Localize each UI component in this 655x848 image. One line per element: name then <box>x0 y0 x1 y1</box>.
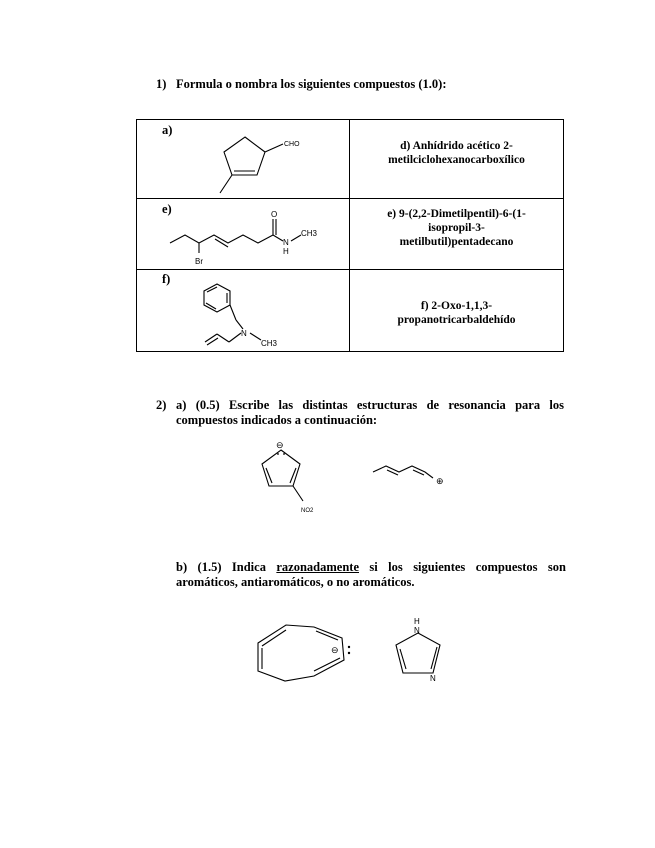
structure-e <box>137 199 349 270</box>
question-1-number: 1) <box>156 77 167 91</box>
label-a: a) <box>162 123 173 137</box>
name-d: d) Anhídrido acético 2-metilciclohexanocarboxílico <box>388 140 525 166</box>
question-2-number: 2) <box>156 398 167 412</box>
question-2b-text <box>176 560 566 590</box>
minus-charge: ⊖ <box>331 645 339 655</box>
group-ch3: CH3 <box>301 229 318 238</box>
cell-e <box>137 199 350 270</box>
table-row <box>137 199 564 270</box>
atom-br: Br <box>195 257 203 266</box>
structure-a <box>137 120 349 199</box>
group-ch3: CH3 <box>261 339 278 348</box>
cell-d <box>350 120 564 199</box>
compounds-table <box>136 119 564 352</box>
q2b-pre: b) (1.5) Indica <box>176 560 277 574</box>
atom-n: N <box>430 674 436 683</box>
q2b-underlined: razonadamente <box>276 560 359 574</box>
cell-f-name <box>350 270 564 352</box>
atom-n: N <box>241 329 247 338</box>
q2b-post: si los siguientes compuestos son aromáticos, antiaromáticos, o no aromáticos. <box>176 560 566 589</box>
label-f: f) <box>162 272 171 286</box>
atom-n: N <box>283 238 289 247</box>
name-f: f) 2-Oxo-1,1,3-propanotricarbaldehído <box>397 300 516 326</box>
table-row <box>137 120 564 199</box>
atom-n: N <box>414 626 420 635</box>
minus-charge: ⊖ <box>276 440 284 450</box>
substituent-cho: CHO <box>284 141 300 148</box>
label-e: e) <box>162 202 172 216</box>
cell-a <box>137 120 350 199</box>
question-2a-text: a) (0.5) Escribe las distintas estructuras de resonancia para los compuestos indicados a continuación: <box>176 398 564 427</box>
table-row <box>137 270 564 352</box>
group-no2: NO2 <box>301 508 314 514</box>
resonance-structures <box>0 436 655 526</box>
atom-h: H <box>283 247 289 256</box>
cell-e-name <box>350 199 564 270</box>
plus-charge: ⊕ <box>436 476 444 486</box>
structure-f <box>137 270 349 352</box>
name-e: e) 9-(2,2-Dimetilpentil)-6-(1-isopropil-3-metilbutil)pentadecano <box>387 208 526 248</box>
question-1-text: Formula o nombra los siguientes compuestos (1.0): <box>176 77 447 91</box>
atom-o: O <box>271 210 278 219</box>
cell-f <box>137 270 350 352</box>
aromaticity-structures <box>0 615 655 695</box>
atom-h: H <box>414 617 420 626</box>
